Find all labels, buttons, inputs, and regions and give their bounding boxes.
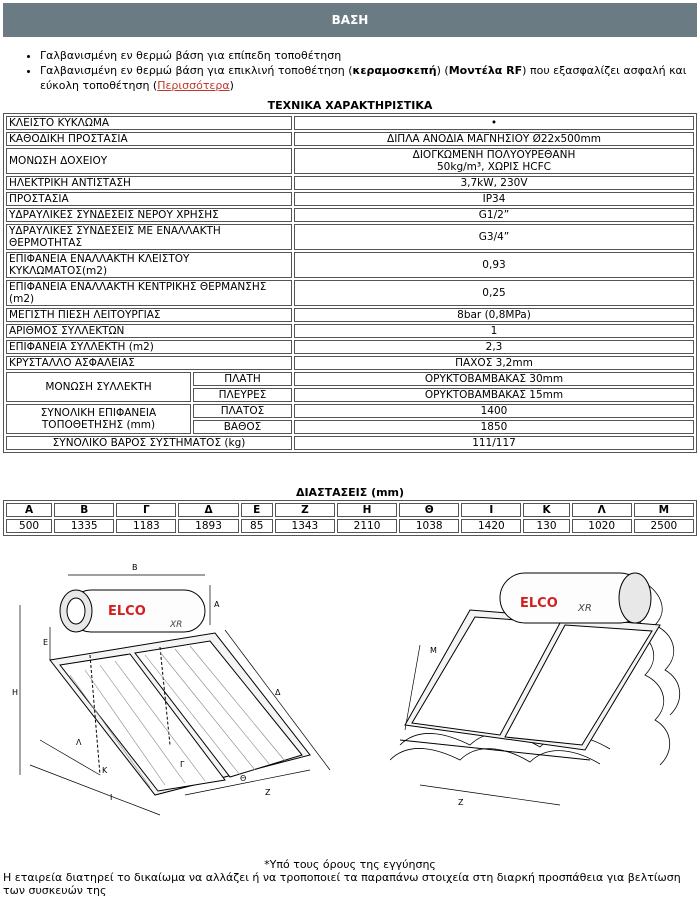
bullet-flat-mount [40,48,700,63]
dimension-header: Μ [634,503,694,517]
dimension-value: 1335 [54,519,114,533]
dimension-value: 1343 [275,519,335,533]
spec-row [6,356,694,370]
spec-label: ΕΠΙΦΑΝΕΙΑ ΕΝΑΛΛΑΚΤΗ ΚΕΝΤΡΙΚΗΣ ΘΕΡΜΑΝΣΗΣ (m2) [6,280,292,306]
bullet-text: Γαλβανισμένη εν θερμώ βάση για επικλινή τοποθέτηση ( [40,64,353,77]
spec-sub-label: ΠΛΕΥΡΕΣ [193,388,292,402]
dimension-value: 1020 [572,519,632,533]
spec-value [294,224,694,250]
spec-value [294,176,694,190]
spec-label: ΣΥΝΟΛΙΚΟ ΒΑΡΟΣ ΣΥΣΤΗΜΑΤΟΣ (kg) [6,436,292,450]
spec-value-text: ΔΙΟΓΚΩΜΕΝΗ ΠΟΛΥΟΥΡΕΘΑΝΗ [412,149,576,161]
brand-logo: ELCO [108,604,146,619]
dimensions-value-row [6,519,694,533]
header-title: ΒΑΣΗ [331,13,369,27]
spec-value: 111/117 [294,436,694,450]
spec-label: ΕΠΙΦΑΝΕΙΑ ΣΥΛΛΕΚΤΗ (m2) [6,340,292,354]
bullet-text: ) [229,79,234,92]
spec-row [6,372,694,386]
spec-value [294,340,694,354]
spec-label: ΑΡΙΘΜΟΣ ΣΥΛΛΕΚΤΩΝ [6,324,292,338]
spec-value [294,308,694,322]
spec-label: ΗΛΕΚΤΡΙΚΗ ΑΝΤΙΣΤΑΣΗ [6,176,292,190]
spec-label: ΚΛΕΙΣΤΟ ΚΥΚΛΩΜΑ [6,116,292,130]
flat-mount-diagram [10,555,345,825]
spec-value-text: G1/2” [478,209,510,221]
bullet-text: ) ( [436,64,449,77]
spec-label: ΥΔΡΑΥΛΙΚΕΣ ΣΥΝΔΕΣΕΙΣ ΜΕ ΕΝΑΛΛΑΚΤΗ ΘΕΡΜΟΤΗΤΑΣ [6,224,292,250]
spec-value-text: 0,93 [482,259,506,271]
bullet-sloped-mount [40,63,700,93]
spec-row [6,208,694,222]
roof-water-tank [500,573,651,623]
dimensions-title: ΔΙΑΣΤΑΣΕΙΣ (mm) [295,486,405,499]
label-th: Θ [240,774,247,783]
spec-value [294,192,694,206]
warranty-note: *Υπό τους όρους της εγγύησης [264,858,436,871]
spec-value-text: 3,7kW, 230V [460,177,528,189]
spec-value [294,356,694,370]
spec-group-label: ΜΟΝΩΣΗ ΣΥΛΛΕΚΤΗ [6,372,191,402]
dimension-header: Θ [399,503,459,517]
roof-mount-diagram [360,555,695,825]
dimension-header: Β [54,503,114,517]
spec-row [6,132,694,146]
spec-row [6,192,694,206]
bullet-text: Γαλβανισμένη εν θερμώ βάση για επίπεδη τοποθέτηση [40,49,342,62]
spec-row [6,116,694,130]
dimensions-header-row [6,503,694,517]
spec-value-text: • [490,117,498,129]
dimension-value: 1893 [178,519,238,533]
spec-label: ΚΑΘΟΔΙΚΗ ΠΡΟΣΤΑΣΙΑ [6,132,292,146]
specs-title: ΤΕΧΝΙΚΑ ΧΑΡΑΚΤΗΡΙΣΤΙΚΑ [267,99,433,112]
spec-sub-label: ΠΛΑΤΟΣ [193,404,292,418]
dimension-header: Κ [523,503,569,517]
disclaimer: Η εταιρεία διατηρεί το δικαίωμα να αλλάζει ή να τροποποιεί τα παραπάνω στοιχεία στη διαρκή προσπάθεια για βελτίωση των συσκευών της [3,871,681,897]
spec-value-text: G3/4” [478,231,510,243]
spec-value-text: ΠΑΧΟΣ 3,2mm [455,357,533,369]
dimension-header: Ε [241,503,273,517]
bullet-bold-roof: κεραμοσκεπή [352,64,437,77]
spec-value [294,280,694,306]
spec-value [294,132,694,146]
dimension-header: Λ [572,503,632,517]
dimension-value: 500 [6,519,52,533]
dimension-value: 1420 [461,519,521,533]
spec-label: ΕΠΙΦΑΝΕΙΑ ΕΝΑΛΛΑΚΤΗ ΚΛΕΙΣΤΟΥ ΚΥΚΛΩΜΑΤΟΣ(m2) [6,252,292,278]
spec-value-text: IP34 [482,193,506,205]
dimension-value: 2110 [337,519,397,533]
spec-sub-label: ΒΑΘΟΣ [193,420,292,434]
model-logo-right: XR [578,603,592,614]
spec-row [6,148,694,174]
spec-value-text: 2,3 [485,341,503,353]
spec-value [294,252,694,278]
spec-label: ΚΡΥΣΤΑΛΛΟ ΑΣΦΑΛΕΙΑΣ [6,356,292,370]
dimension-value: 1038 [399,519,459,533]
dimension-value: 85 [241,519,273,533]
brand-logo-right: ELCO [520,596,558,611]
label-h: Η [12,688,19,697]
label-e: Ε [43,638,49,647]
spec-label: ΜΕΓΙΣΤΗ ΠΙΕΣΗ ΛΕΙΤΟΥΡΓΙΑΣ [6,308,292,322]
spec-value [294,116,694,130]
dim-line-z [420,785,560,805]
dimension-value: 2500 [634,519,694,533]
dimension-value: 130 [523,519,569,533]
spec-row [6,280,694,306]
spec-row [6,252,694,278]
mount-bullet-list [22,48,700,93]
spec-row [6,324,694,338]
water-tank [60,590,205,632]
label-l: Λ [76,738,82,747]
label-d: Δ [275,688,281,697]
spec-value-text: ΔΙΠΛΑ ΑΝΟΔΙΑ ΜΑΓΝΗΣΙΟΥ Ø22x500mm [387,133,601,145]
spec-value-text: 50kg/m³, ΧΩΡΙΣ HCFC [437,161,551,173]
bullet-text: ) που εξασφαλίζει ασφαλή και εύκολη τοποθέτηση ( [40,64,687,92]
model-logo: XR [170,620,183,630]
specs-table [3,113,697,453]
more-link[interactable]: Περισσότερα [157,79,230,92]
dimension-header: Η [337,503,397,517]
spec-group-label: ΣΥΝΟΛΙΚΗ ΕΠΙΦΑΝΕΙΑ ΤΟΠΟΘΕΤΗΣΗΣ (mm) [6,404,191,434]
label-z: Ζ [265,788,271,797]
spec-row [6,340,694,354]
spec-label: ΜΟΝΩΣΗ ΔΟΧΕΙΟΥ [6,148,292,174]
dimension-value: 1183 [116,519,176,533]
label-m: Μ [430,646,437,655]
spec-value [294,208,694,222]
spec-value [294,148,694,174]
page-header [3,3,697,37]
bullet-bold-models: Μοντέλα RF [448,64,523,77]
spec-label: ΠΡΟΣΤΑΣΙΑ [6,192,292,206]
spec-value: ΟΡΥΚΤΟΒΑΜΒΑΚΑΣ 30mm [294,372,694,386]
spec-row [6,308,694,322]
label-z-right: Ζ [458,798,464,807]
label-g: Γ [180,760,185,769]
dimension-header: Γ [116,503,176,517]
dimension-header: Ι [461,503,521,517]
spec-value: ΟΡΥΚΤΟΒΑΜΒΑΚΑΣ 15mm [294,388,694,402]
spec-value: 1850 [294,420,694,434]
spec-row [6,404,694,418]
spec-value: 1400 [294,404,694,418]
label-b: Β [132,563,138,572]
spec-row [6,176,694,190]
dimension-header: Α [6,503,52,517]
dim-line-l [40,740,100,775]
dimensions-table [3,500,697,536]
label-a: Α [214,600,220,609]
spec-value-text: 1 [490,325,498,337]
dimension-header: Δ [178,503,238,517]
spec-label: ΥΔΡΑΥΛΙΚΕΣ ΣΥΝΔΕΣΕΙΣ ΝΕΡΟΥ ΧΡΗΣΗΣ [6,208,292,222]
label-i: Ι [110,793,113,802]
spec-value-text: 8bar (0,8MPa) [457,309,531,321]
spec-value-text: 0,25 [482,287,506,299]
spec-row [6,224,694,250]
spec-row-weight [6,436,694,450]
dimension-header: Ζ [275,503,335,517]
spec-sub-label: ΠΛΑΤΗ [193,372,292,386]
label-k: Κ [102,766,108,775]
spec-value [294,324,694,338]
